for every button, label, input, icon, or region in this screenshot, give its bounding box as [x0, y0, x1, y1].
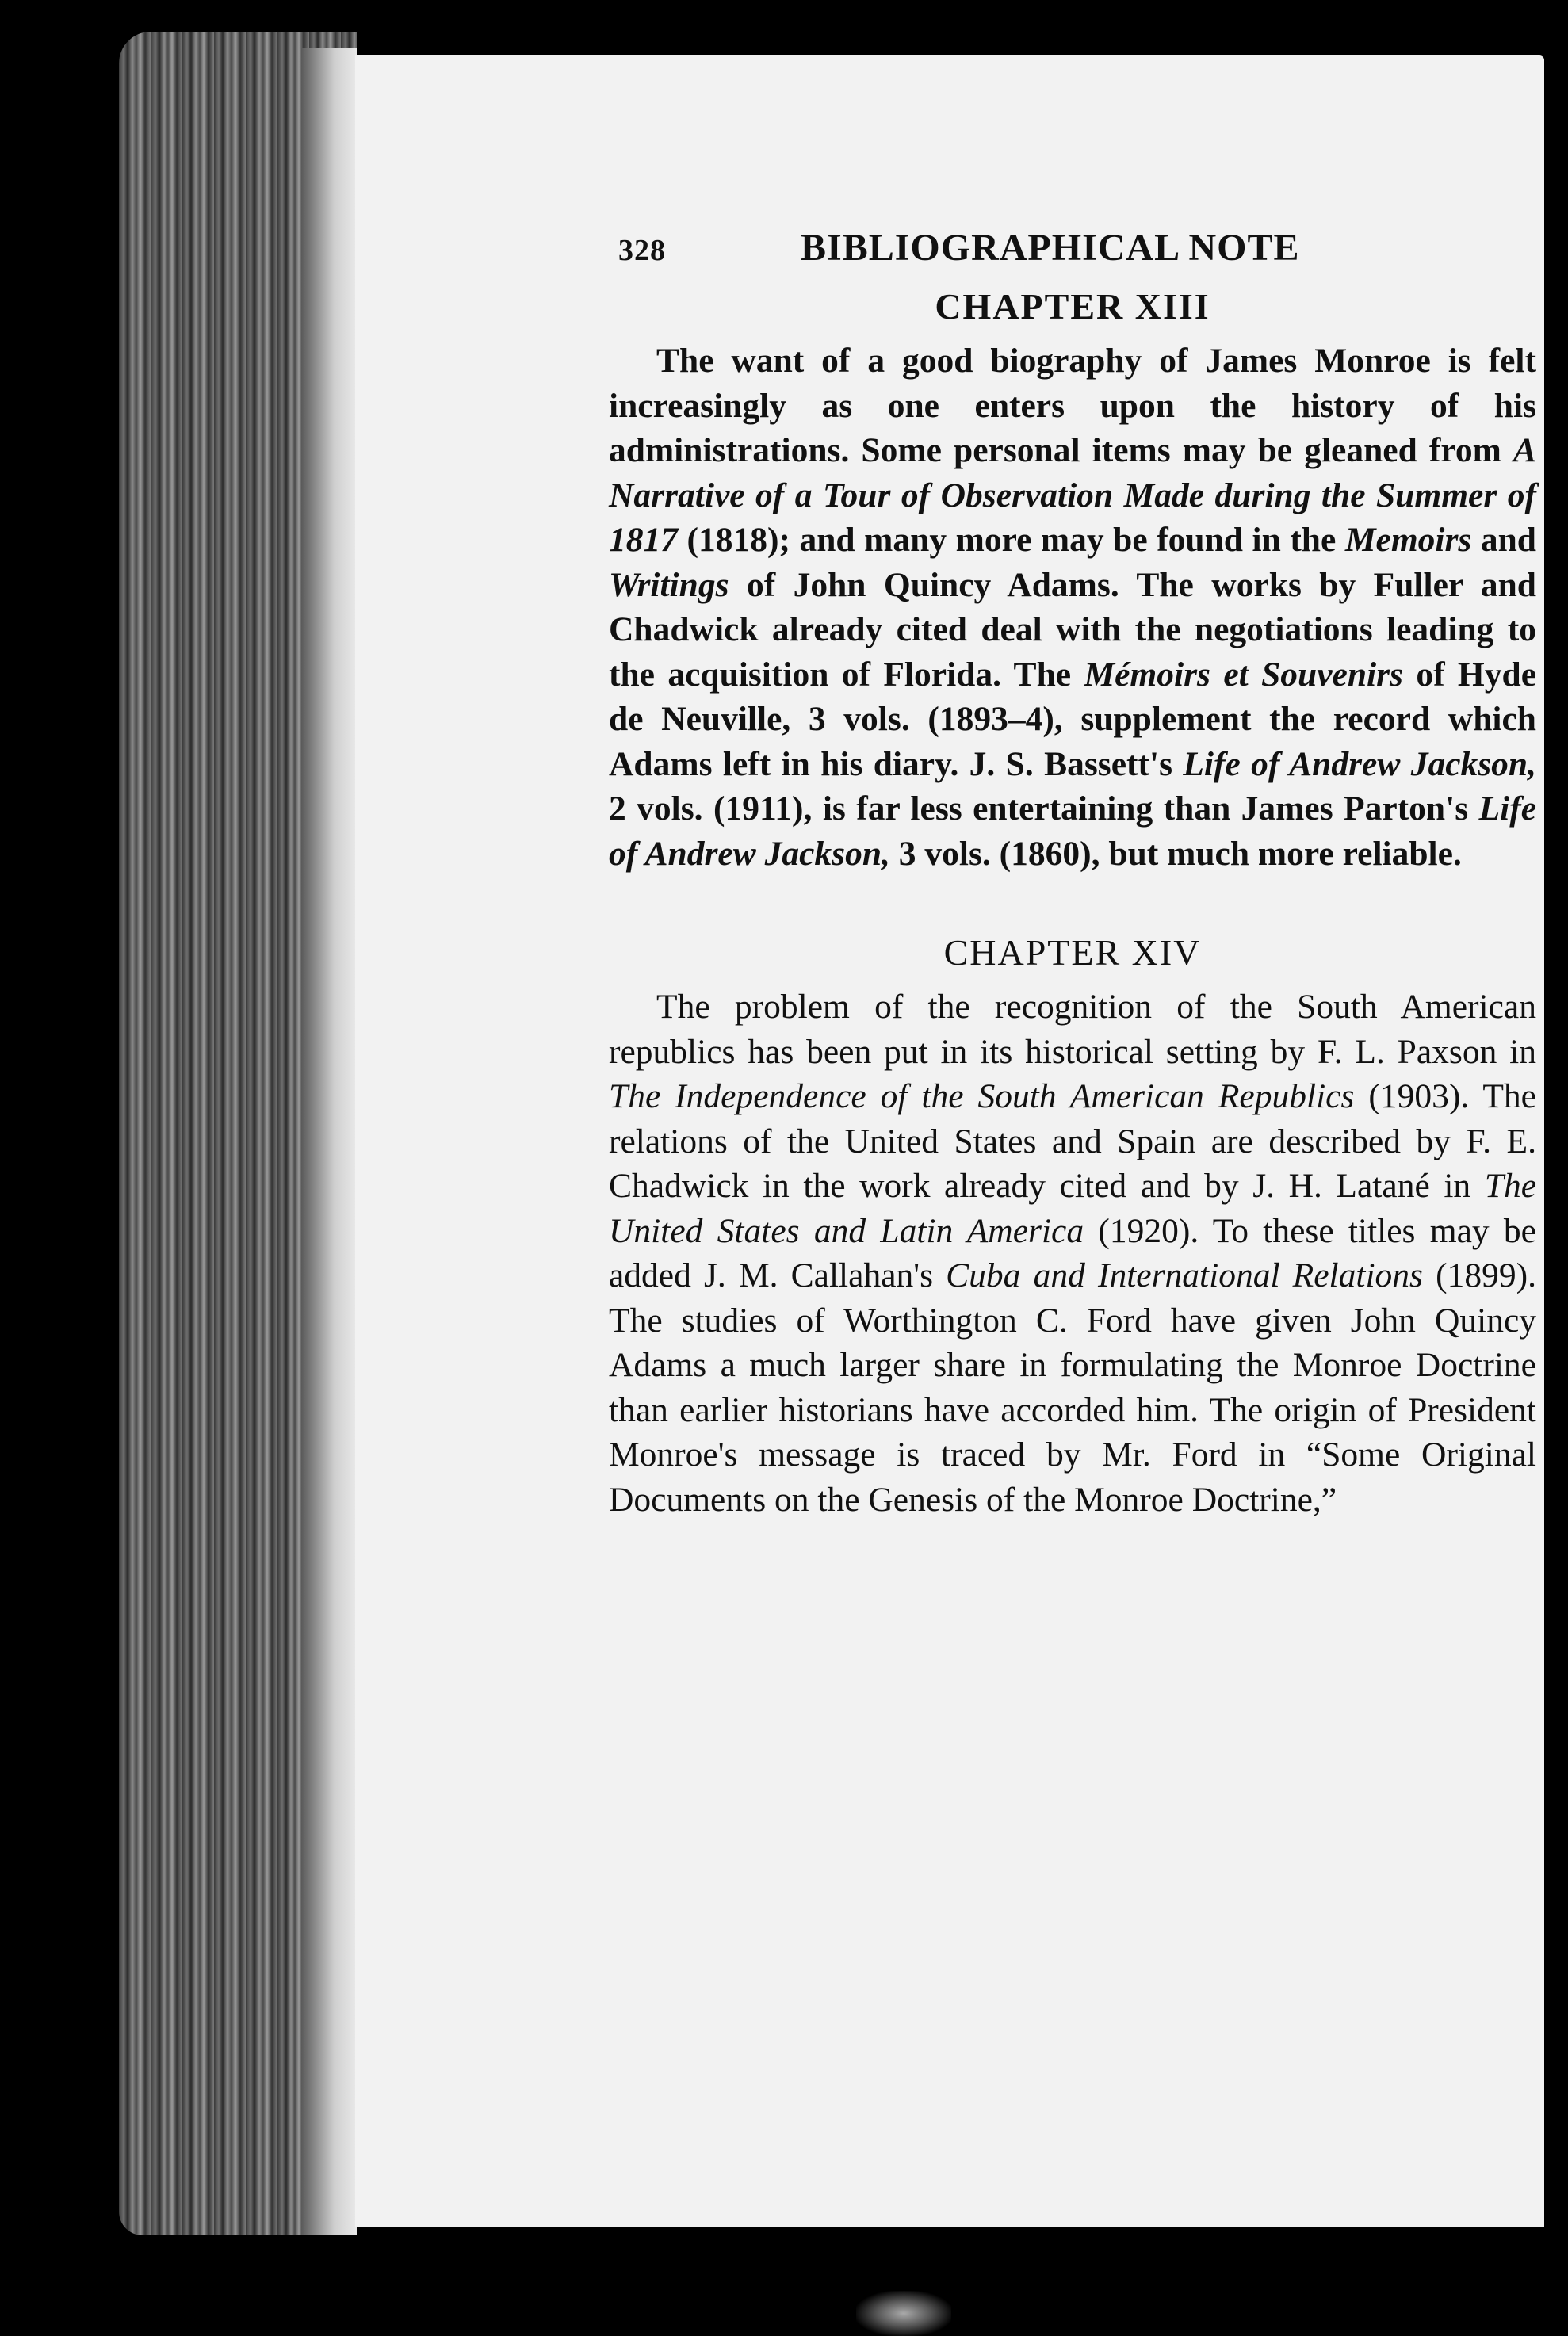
page-number: 328 — [618, 234, 666, 267]
book-page — [355, 55, 1544, 2227]
italic-title: The Independence of the South American Republics — [609, 1077, 1355, 1115]
text-run: The want of a good biography of James Monroe is felt increasingly as one enters upon the history of his administrations. Some personal items may be gleaned from — [609, 342, 1536, 469]
running-head — [618, 226, 1536, 270]
italic-title: Writings — [609, 565, 729, 604]
italic-title: Life of Andrew Jackson, — [1183, 744, 1536, 783]
text-run: (1903). The relations of the United States and Spain are described by F. E. Chadwick in the work already cited and by J. H. Latané in — [609, 1077, 1536, 1205]
chapter-14-paragraph — [609, 984, 1536, 1522]
text-run: 3 vols. (1860), but much more reliable. — [889, 834, 1462, 873]
text-run: (1818); and many more may be found in the — [678, 521, 1345, 559]
italic-title: Mémoirs et Souvenirs — [1084, 655, 1403, 694]
bottom-blur-artifact — [856, 2291, 951, 2336]
chapter-14-heading: CHAPTER XIV — [943, 932, 1202, 973]
text-run: and — [1471, 521, 1536, 559]
text-run: 2 vols. (1911), is far less entertaining than James Parton's — [609, 789, 1479, 828]
italic-title: A Narrative of a Tour of Observation Made during the Summer of 1817 — [609, 431, 1536, 559]
page-gutter — [301, 48, 357, 2235]
text-run: The problem of the recognition of the South American republics has been put in its historical setting by F. L. Paxson in — [609, 988, 1536, 1071]
text-run: of John Quincy Adams. The works by Fuller and Chadwick already cited deal with the negotiations leading to the acquisition of Florida. The — [609, 565, 1536, 694]
italic-title: Cuba and International Relations — [946, 1256, 1423, 1294]
italic-title: The United States and Latin America — [609, 1167, 1536, 1250]
italic-title: Life of Andrew Jackson, — [609, 789, 1536, 873]
running-title: BIBLIOGRAPHICAL NOTE — [801, 227, 1300, 269]
chapter-13-heading: CHAPTER XIII — [935, 286, 1210, 327]
text-run: (1899). The studies of Worthington C. Ford have given John Quincy Adams a much larger share in formulating the Monroe Doctrine than earlier historians have accorded him. The origin of President Monroe's message is traced by Mr. Ford in “Some Original Documents on the Genesis of the Monroe Doctrine,” — [609, 1256, 1536, 1519]
text-block — [609, 226, 1536, 1522]
text-run: (1920). To these titles may be added J. M. Callahan's — [609, 1211, 1536, 1294]
text-run: of Hyde de Neuville, 3 vols. (1893–4), supplement the record which Adams left in his diary. J. S. Bassett's — [609, 655, 1536, 783]
italic-title: Memoirs — [1344, 521, 1472, 559]
chapter-13-paragraph — [609, 338, 1536, 876]
